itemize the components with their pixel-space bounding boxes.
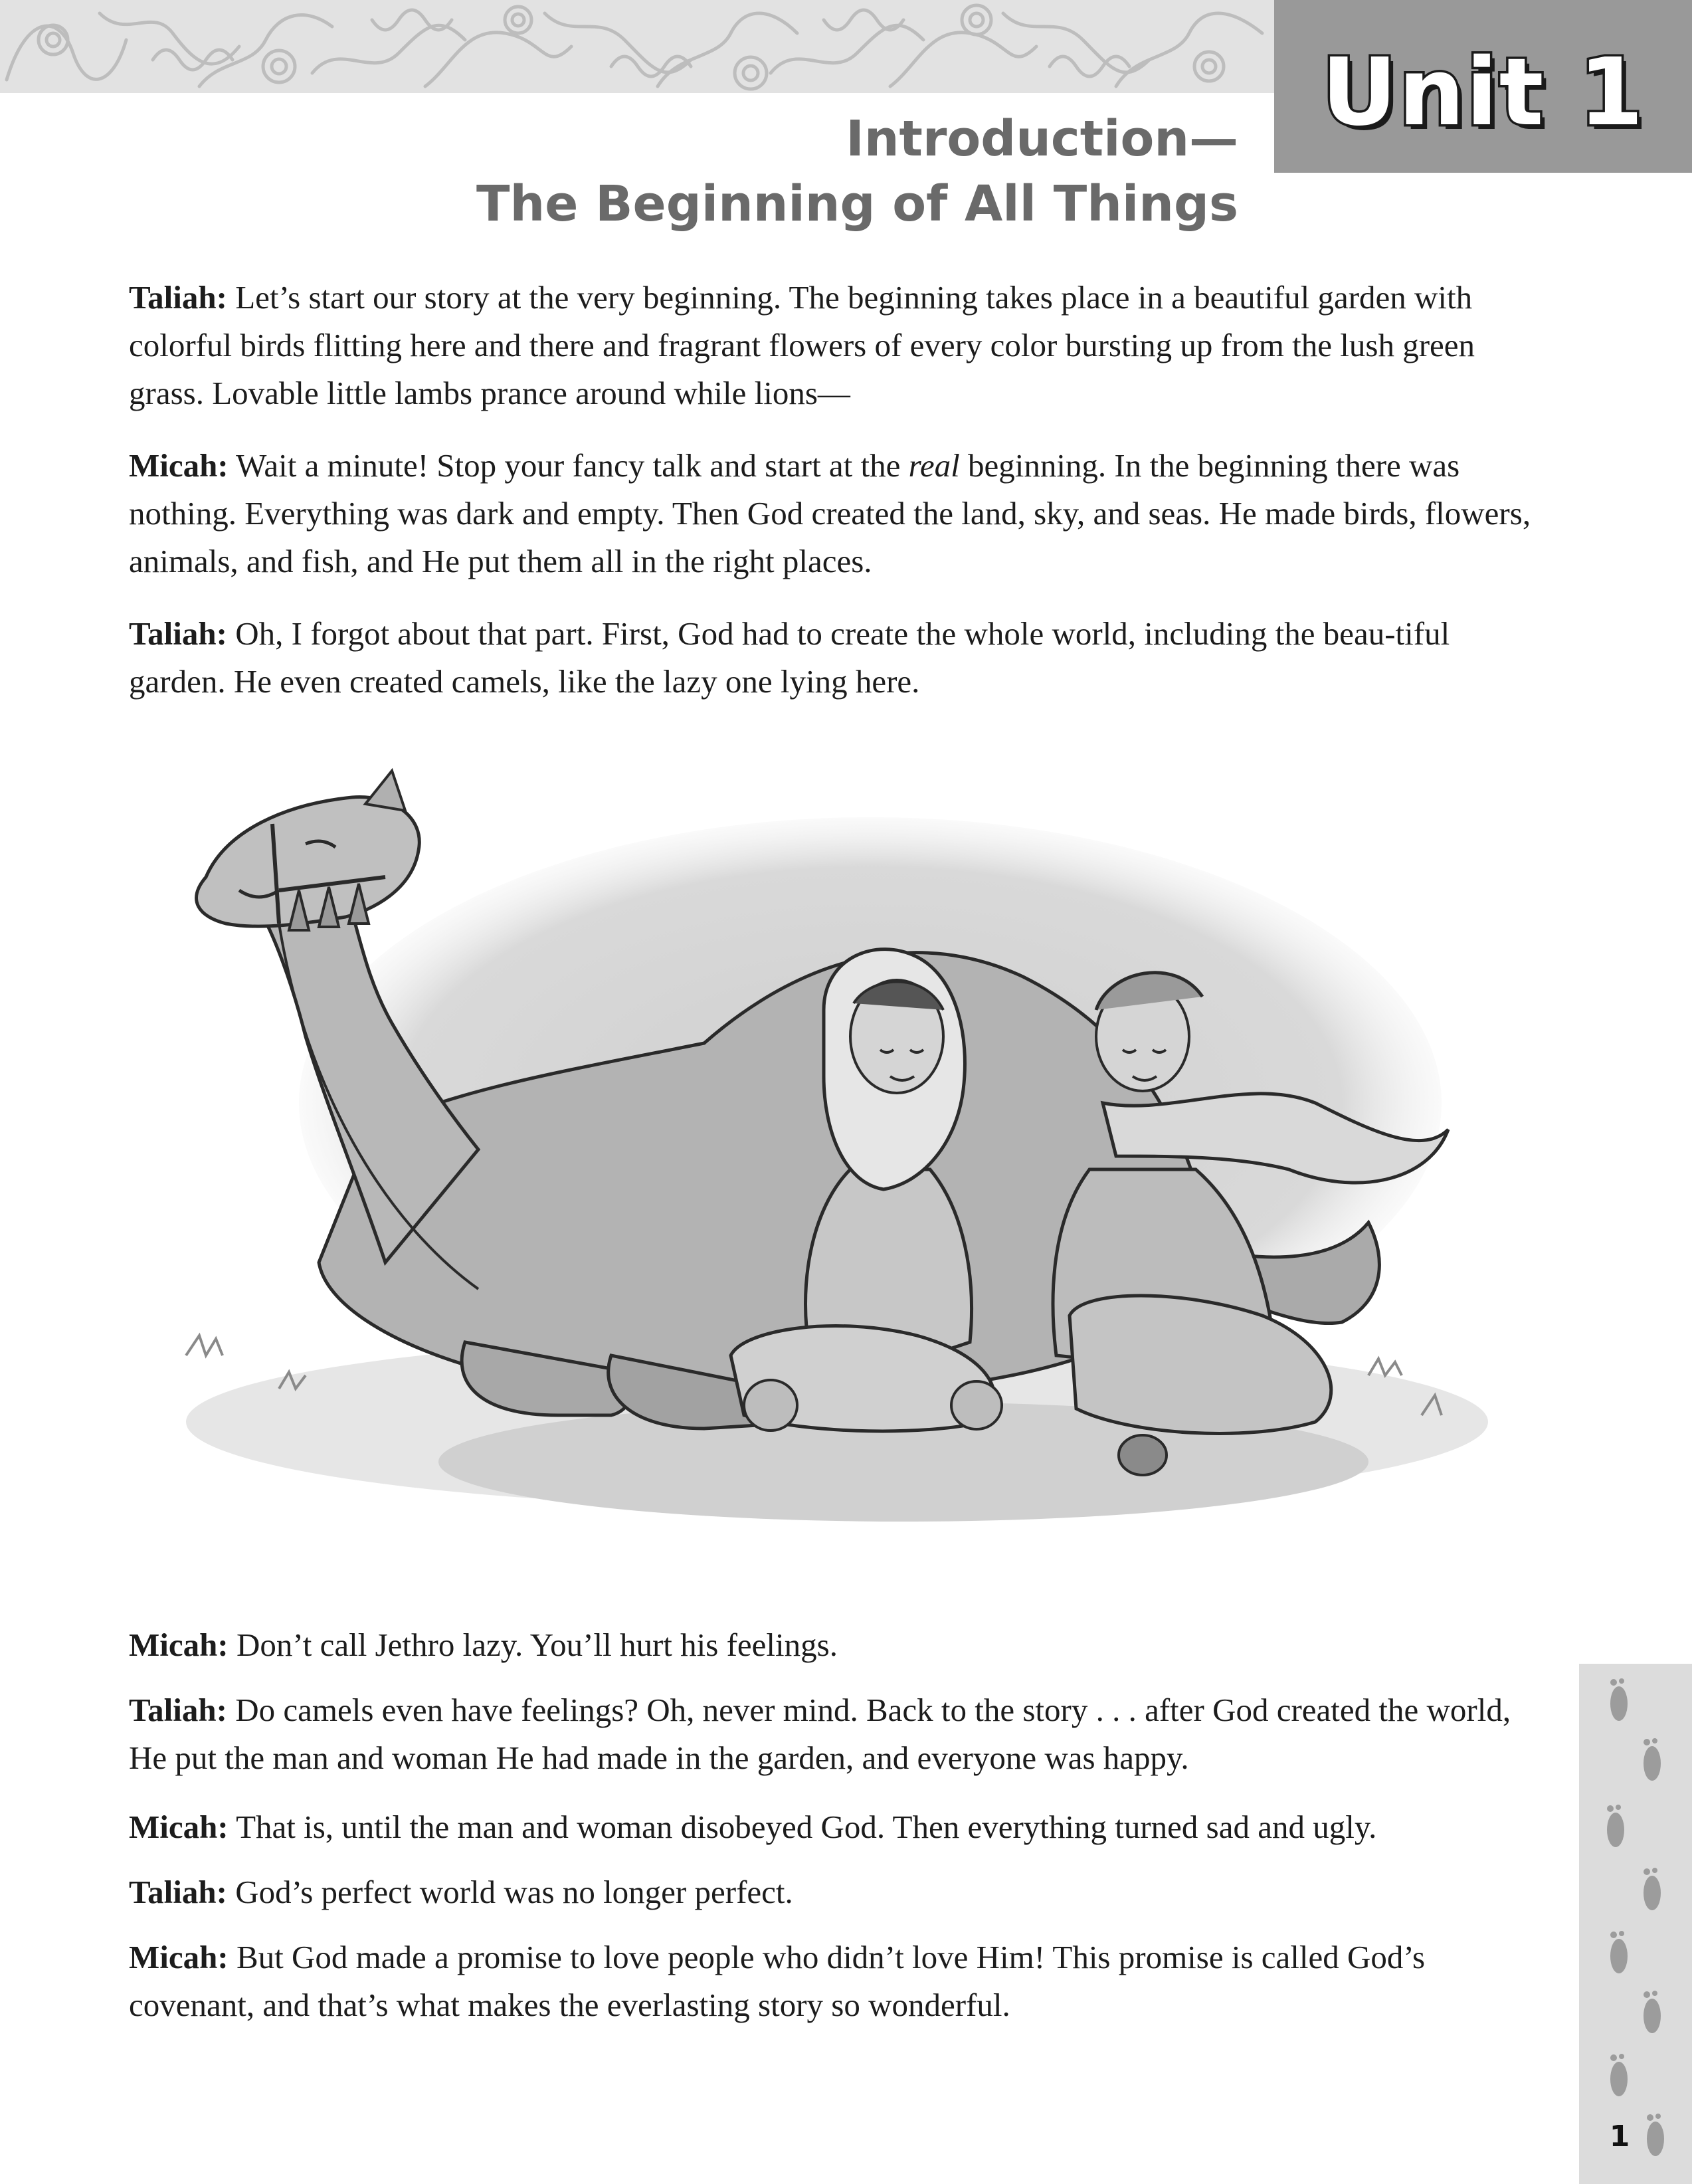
swirl-pattern	[0, 0, 1274, 93]
page-title	[476, 106, 1238, 237]
speaker-name: Micah:	[129, 1627, 229, 1663]
dialogue-paragraph	[129, 442, 1551, 585]
dialogue-paragraph	[129, 1934, 1551, 2029]
unit-label: Unit 1	[1321, 39, 1645, 147]
dialogue-text: God’s perfect world was no longer perfect.	[235, 1874, 793, 1910]
dialogue-paragraph	[129, 1868, 1551, 1916]
title-line-1: Introduction—	[846, 110, 1238, 167]
dialogue-text: Let’s start our story at the very beginning. The beginning takes place in a beautiful garden with colorful birds flitting here and there and fragrant flowers of every color bursting up from the lush green grass. Lovable little lambs prance around while lions—	[129, 279, 1475, 411]
speaker-name: Micah:	[129, 1939, 229, 1975]
speaker-name: Taliah:	[129, 615, 227, 652]
dialogue-text: beginning. In the beginning there was nothing. Everything was dark and empty. Then God created the land, sky, and seas. He made birds, flowers, animals, and fish, and He put them all in the right places.	[129, 447, 1531, 579]
dialogue-paragraph	[129, 610, 1551, 706]
dialogue-text: That is, until the man and woman disobeyed God. Then everything turned sad and ugly.	[236, 1809, 1377, 1845]
dialogue-text: Do camels even have feelings? Oh, never mind. Back to the story . . . after God created the world, He put the man and woman He had made in the garden, and everyone was happy.	[129, 1692, 1511, 1776]
dialogue-text: Don’t call Jethro lazy. You’ll hurt his feelings.	[236, 1627, 838, 1663]
speaker-name: Micah:	[129, 447, 229, 484]
page-number: 1	[1609, 2120, 1630, 2153]
dialogue-paragraph	[129, 1803, 1551, 1851]
footprints-icon	[1579, 1664, 1692, 2184]
illustration-drawing	[106, 757, 1554, 1568]
speaker-name: Taliah:	[129, 1692, 227, 1728]
decorative-header-band	[0, 0, 1274, 93]
unit-tab	[1274, 0, 1692, 173]
footprints-side-strip	[1579, 1664, 1692, 2184]
dialogue-paragraph	[129, 1686, 1551, 1782]
dialogue-text: Oh, I forgot about that part. First, God had to create the whole world, including the beau-tiful garden. He even created camels, like the lazy one lying here.	[129, 615, 1450, 700]
speaker-name: Micah:	[129, 1809, 229, 1845]
dialogue-text: Wait a minute! Stop your fancy talk and start at the	[236, 447, 909, 484]
dialogue-text: But God made a promise to love people who didn’t love Him! This promise is called God’s covenant, and that’s what makes the everlasting story so wonderful.	[129, 1939, 1426, 2023]
speaker-name: Taliah:	[129, 1874, 227, 1910]
emphasis-text: real	[908, 447, 960, 484]
speaker-name: Taliah:	[129, 279, 227, 316]
camel-children-illustration	[106, 757, 1554, 1568]
title-line-2: The Beginning of All Things	[476, 175, 1238, 233]
dialogue-paragraph	[129, 1621, 1551, 1669]
dialogue-paragraph	[129, 274, 1551, 417]
